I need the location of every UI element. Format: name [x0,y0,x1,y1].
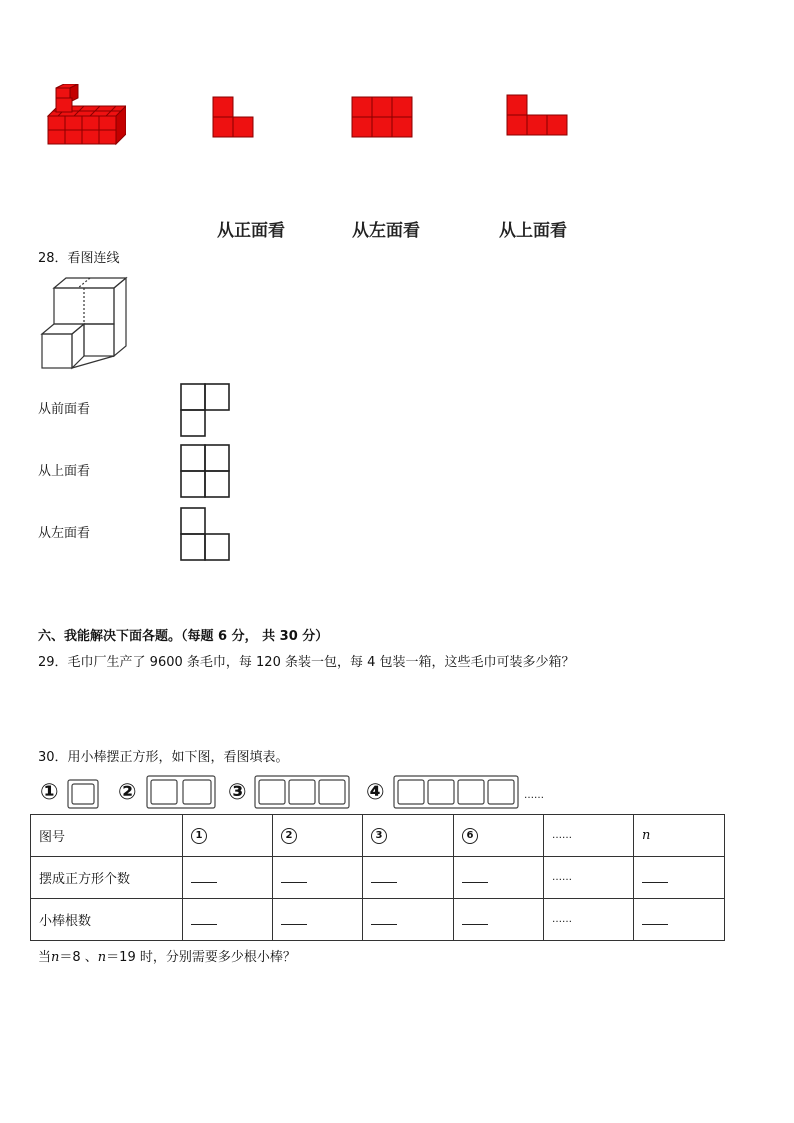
followup-eq1: ＝8 、 [59,950,98,965]
q30-table [30,814,725,941]
q30-text: 30．用小棒摆正方形，如下图，看图填表。 [38,750,289,765]
answer-blank[interactable] [363,899,454,941]
red-cube-stack-3d [44,84,126,146]
followup-prefix: 当 [38,950,52,965]
ellipsis-cell: …… [544,857,634,899]
row-header-figure: 图号 [31,815,183,857]
seq-label-3: ③ [228,780,247,805]
caption-left-view: 从左面看 [352,221,420,241]
q28-label-front: 从前面看 [38,402,91,417]
row-header-squares: 摆成正方形个数 [31,857,183,899]
stick-figure-3 [253,774,351,812]
col-header-3 [363,815,454,857]
stick-figure-1 [66,778,102,812]
red-view-top-shape [506,94,570,138]
q28-label-left: 从左面看 [38,526,91,541]
answer-blank[interactable] [273,899,363,941]
q29-text: 29．毛巾厂生产了 9600 条毛巾，每 120 条装一包，每 4 包装一箱，这些毛巾可装多少箱？ [38,655,575,670]
table-row-stick-count [31,899,725,941]
table-row-square-count [31,857,725,899]
caption-top-view: 从上面看 [499,221,567,241]
variable-n: n [51,950,60,965]
q28-title: 28．看图连线 [38,251,120,266]
answer-blank[interactable] [454,899,544,941]
seq-label-1: ① [40,780,59,805]
stick-figure-2 [145,774,217,812]
answer-blank[interactable] [634,857,725,899]
circle-number: 6 [462,828,478,844]
answer-blank[interactable] [183,899,273,941]
row-header-sticks: 小棒根数 [31,899,183,941]
answer-blank[interactable] [454,857,544,899]
answer-blank[interactable] [363,857,454,899]
col-header-6 [454,815,544,857]
q28-label-top: 从上面看 [38,464,91,479]
answer-blank[interactable] [183,857,273,899]
circle-number: 1 [191,828,207,844]
ellipsis-cell: …… [544,899,634,941]
section6-heading: 六、我能解决下面各题。（每题 6 分， 共 30 分） [38,629,329,644]
followup-eq2: ＝19 时，分别需要多少根小棒？ [106,950,296,965]
col-header-n: n [634,815,725,857]
q28-cube-figure [38,276,130,372]
stick-figure-4 [392,774,520,812]
q28-view-shape-3 [179,506,233,562]
red-view-front-shape [212,96,256,140]
caption-front-view: 从正面看 [217,221,285,241]
table-row-figure-number [31,815,725,857]
col-header-2 [273,815,363,857]
seq-label-4: ④ [366,780,385,805]
sequence-ellipsis: …… [524,790,544,801]
col-header-ellipsis: …… [544,815,634,857]
seq-label-2: ② [118,780,137,805]
red-view-left-shape [351,96,415,140]
answer-blank[interactable] [634,899,725,941]
answer-blank[interactable] [273,857,363,899]
col-header-1 [183,815,273,857]
q28-view-shape-1 [179,382,231,438]
circle-number: 3 [371,828,387,844]
circle-number: 2 [281,828,297,844]
variable-n: n [97,950,107,965]
q28-view-shape-2 [179,443,233,499]
q30-followup [38,950,296,966]
